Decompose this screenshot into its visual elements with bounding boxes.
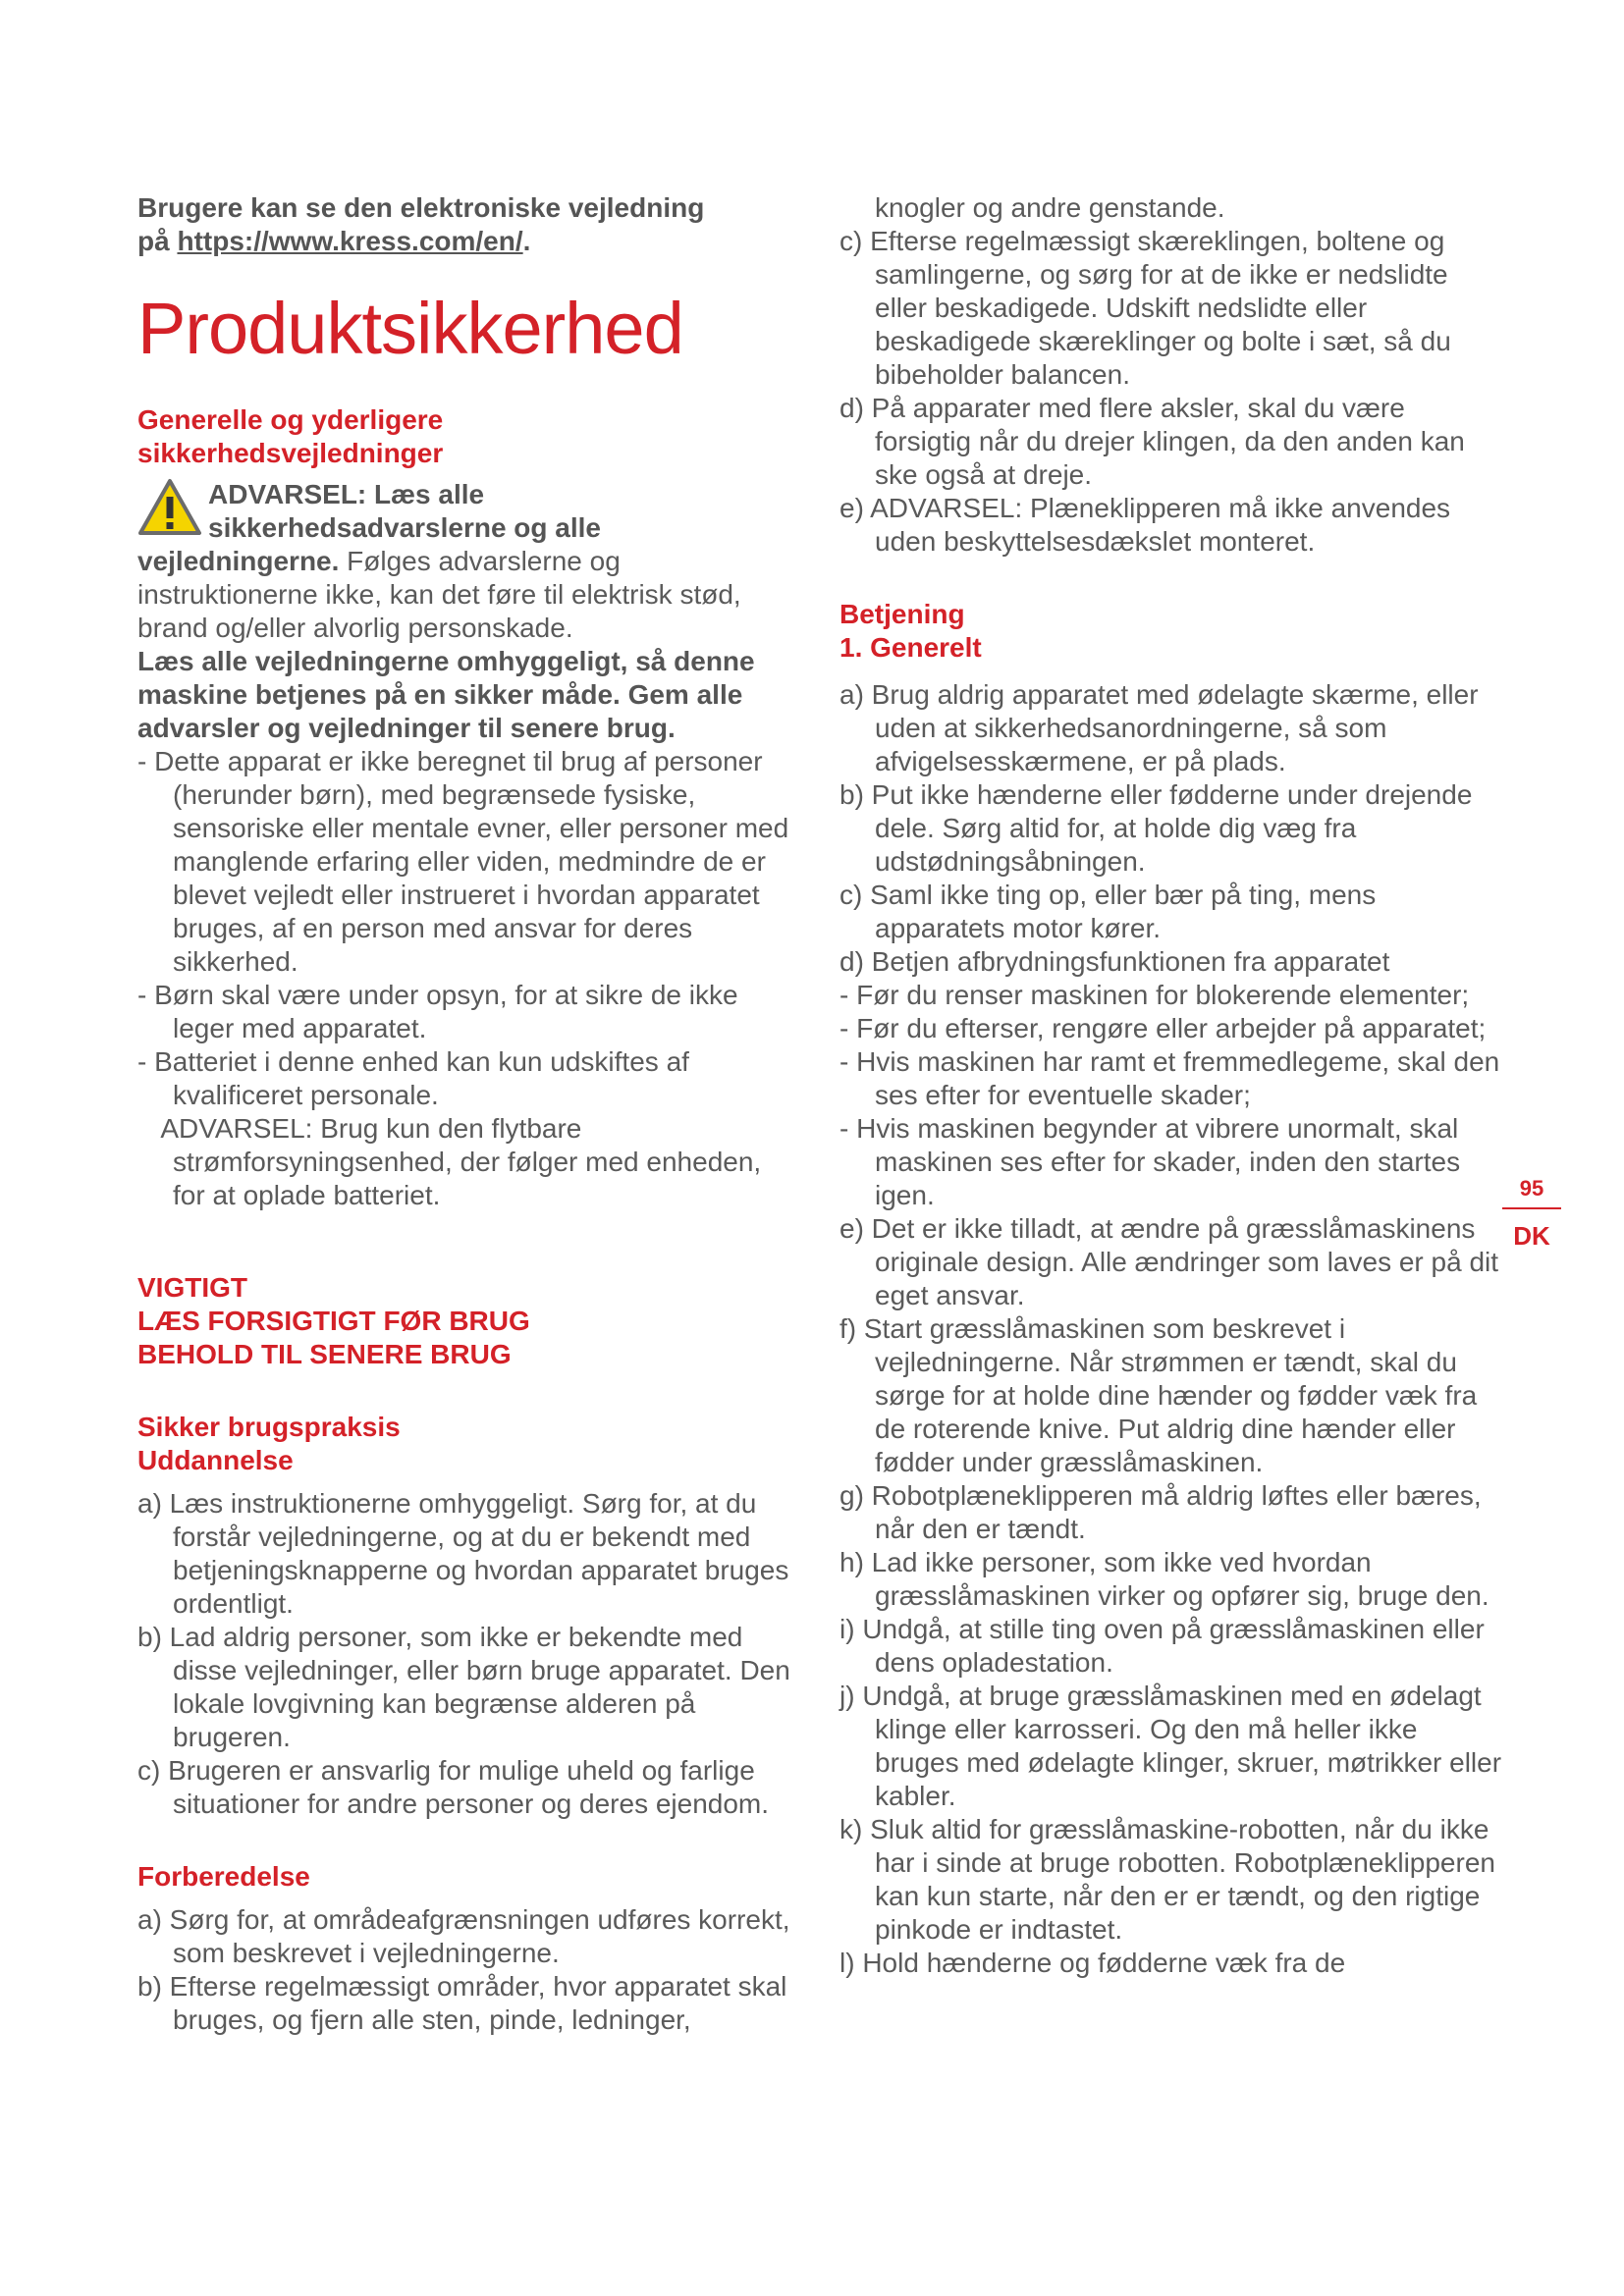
safe-use-heading xyxy=(137,1411,795,1477)
list-item: - Batteriet i denne enhed kan kun udskiftes af kvalificeret personale. xyxy=(137,1046,689,1110)
general-heading-line-2: sikkerhedsvejledninger xyxy=(137,438,444,468)
preparation-heading: Forberedelse xyxy=(137,1861,310,1892)
safe-use-heading-2: Uddannelse xyxy=(137,1445,294,1475)
safe-use-heading-1: Sikker brugspraksis xyxy=(137,1412,401,1442)
list-item: i) Undgå, at stille ting oven på græsslåmaskinen eller dens opladestation. xyxy=(839,1614,1485,1678)
list-item: b) Efterse regelmæssigt områder, hvor apparatet skal bruges, og fjern alle sten, pinde, ledninger, xyxy=(137,1971,787,2035)
list-item: k) Sluk altid for græsslåmaskine-robotten, når du ikke har i sinde at bruge robotten. Robotplæneklipperen kan kun starte, når den er er tændt, og den rigtige pinkode er indtastet. xyxy=(839,1814,1495,1945)
warning-heading-3: vejledningerne. xyxy=(137,546,340,576)
list-item: g) Robotplæneklipperen må aldrig løftes eller bæres, når den er tændt. xyxy=(839,1480,1482,1544)
general-items xyxy=(137,745,795,1212)
operation-items xyxy=(839,678,1507,1980)
list-item: b) Lad aldrig personer, som ikke er bekendte med disse vejledninger, eller børn bruge apparatet. Den lokale lovgivning kan begrænse alderen på brugeren. xyxy=(137,1622,790,1752)
list-item: l) Hold hænderne og fødderne væk fra de xyxy=(839,1948,1346,1978)
list-item: a) Sørg for, at områdeafgrænsningen udføres korrekt, som beskrevet i vejledningerne. xyxy=(137,1904,790,1968)
list-item: c) Efterse regelmæssigt skæreklingen, boltene og samlingerne, og sørg for at de ikke er nedslidte eller beskadigede. Udskift nedslidte eller beskadigede skæreklinger og bolte i sæt, så du bibeholder balancen. xyxy=(839,226,1451,390)
intro-prefix: på xyxy=(137,226,178,256)
list-item: - Hvis maskinen begynder at vibrere unormalt, skal maskinen ses efter for skader, inden den startes igen. xyxy=(839,1113,1461,1210)
important-heading xyxy=(137,1271,795,1371)
operation-heading-1: Betjening xyxy=(839,599,965,629)
list-item: a) Læs instruktionerne omhyggeligt. Sørg for, at du forstår vejledningerne, og at du er bekendt med betjeningsknapperne og hvordan apparatet bruges ordentligt. xyxy=(137,1488,789,1619)
list-item: h) Lad ikke personer, som ikke ved hvordan græsslåmaskinen virker og opfører sig, bruge den. xyxy=(839,1547,1489,1611)
intro-text xyxy=(137,191,795,258)
list-item: e) Det er ikke tilladt, at ændre på græsslåmaskinens originale design. Alle ændringer som laves er på dit eget ansvar. xyxy=(839,1213,1499,1310)
language-code: DK xyxy=(1513,1221,1550,1251)
list-item: j) Undgå, at bruge græsslåmaskinen med en ødelagt klinge eller karrosseri. Og den må heller ikke bruges med ødelagte klinger, skruer, møtrikker eller kabler. xyxy=(839,1681,1502,1811)
list-item: e) ADVARSEL: Plæneklipperen må ikke anvendes uden beskyttelsesdækslet monteret. xyxy=(839,493,1451,557)
page-title: Produktsikkerhed xyxy=(137,288,683,369)
page-side-tab xyxy=(1502,1176,1561,1252)
general-heading xyxy=(137,403,795,470)
read-instructions-bold: Læs alle vejledningerne omhyggeligt, så denne maskine betjenes på en sikker måde. Gem alle advarsler og vejledninger til senere brug. xyxy=(137,646,755,743)
list-item: c) Saml ikke ting op, eller bær på ting, mens apparatets motor kører. xyxy=(839,880,1377,943)
list-item: f) Start græsslåmaskinen som beskrevet i vejledningerne. Når strømmen er tændt, skal du sørge for at holde dine hænder og fødder væk fra de roterende knive. Put aldrig dine hænder eller fødder under græsslåmaskinen. xyxy=(839,1313,1478,1477)
list-item: ADVARSEL: Brug kun den flytbare strømforsyningsenhed, der følger med enheden, for at oplade batteriet. xyxy=(137,1113,769,1210)
page-number: 95 xyxy=(1502,1176,1561,1209)
preparation-items-continued xyxy=(839,225,1507,559)
preparation-items xyxy=(137,1903,795,2037)
list-item: b) Put ikke hænderne eller fødderne under drejende dele. Sørg altid for, at holde dig væg fra udstødningsåbningen. xyxy=(839,779,1473,877)
right-column xyxy=(839,191,1507,1980)
list-item: d) På apparater med flere aksler, skal du være forsigtig når du drejer klingen, da den anden kan ske også at dreje. xyxy=(839,393,1465,490)
list-item: d) Betjen afbrydningsfunktionen fra apparatet xyxy=(839,946,1390,977)
list-item: c) Brugeren er ansvarlig for mulige uheld og farlige situationer for andre personer og deres ejendom. xyxy=(137,1755,770,1819)
general-heading-line-1: Generelle og yderligere xyxy=(137,404,444,435)
preparation-continued: knogler og andre genstande. xyxy=(875,192,1225,223)
warning-heading-1: ADVARSEL: Læs alle xyxy=(208,479,485,509)
intro-line-1: Brugere kan se den elektroniske vejledning xyxy=(137,192,705,223)
list-item: - Hvis maskinen har ramt et fremmedlegeme, skal den ses efter for eventuelle skader; xyxy=(839,1046,1500,1110)
warning-block xyxy=(137,478,795,545)
warning-heading-2: sikkerhedsadvarslerne og alle xyxy=(208,512,601,543)
list-item: - Før du efterser, rengøre eller arbejder på apparatet; xyxy=(839,1013,1487,1043)
safe-use-items xyxy=(137,1487,795,1821)
intro-suffix: . xyxy=(522,226,531,256)
important-line-1: VIGTIGT xyxy=(137,1272,247,1303)
warning-triangle-icon xyxy=(137,478,202,537)
list-item: a) Brug aldrig apparatet med ødelagte skærme, eller uden at sikkerhedsanordningerne, så som afvigelsesskærmene, er på plads. xyxy=(839,679,1479,776)
list-item: - Børn skal være under opsyn, for at sikre de ikke leger med apparatet. xyxy=(137,980,738,1043)
important-line-3: BEHOLD TIL SENERE BRUG xyxy=(137,1339,512,1369)
important-line-2: LÆS FORSIGTIGT FØR BRUG xyxy=(137,1306,530,1336)
operation-heading xyxy=(839,598,1507,665)
warning-text: Følges advarslerne og instruktionerne ikke, kan det føre til elektrisk stød, brand og/eller alvorlig personskade. xyxy=(137,546,741,643)
left-column xyxy=(137,191,795,2037)
kress-url-link[interactable]: https://www.kress.com/en/ xyxy=(177,226,523,256)
list-item: - Før du renser maskinen for blokerende elementer; xyxy=(839,980,1470,1010)
operation-heading-2: 1. Generelt xyxy=(839,632,982,663)
list-item: - Dette apparat er ikke beregnet til brug af personer (herunder børn), med begrænsede fysiske, sensoriske eller mentale evner, eller personer med manglende erfaring eller viden, medmindre de er blevet vejledt eller instrueret i hvordan apparatet bruges, af en person med ansvar for deres sikkerhed. xyxy=(137,746,789,977)
warning-paragraph xyxy=(137,545,795,645)
